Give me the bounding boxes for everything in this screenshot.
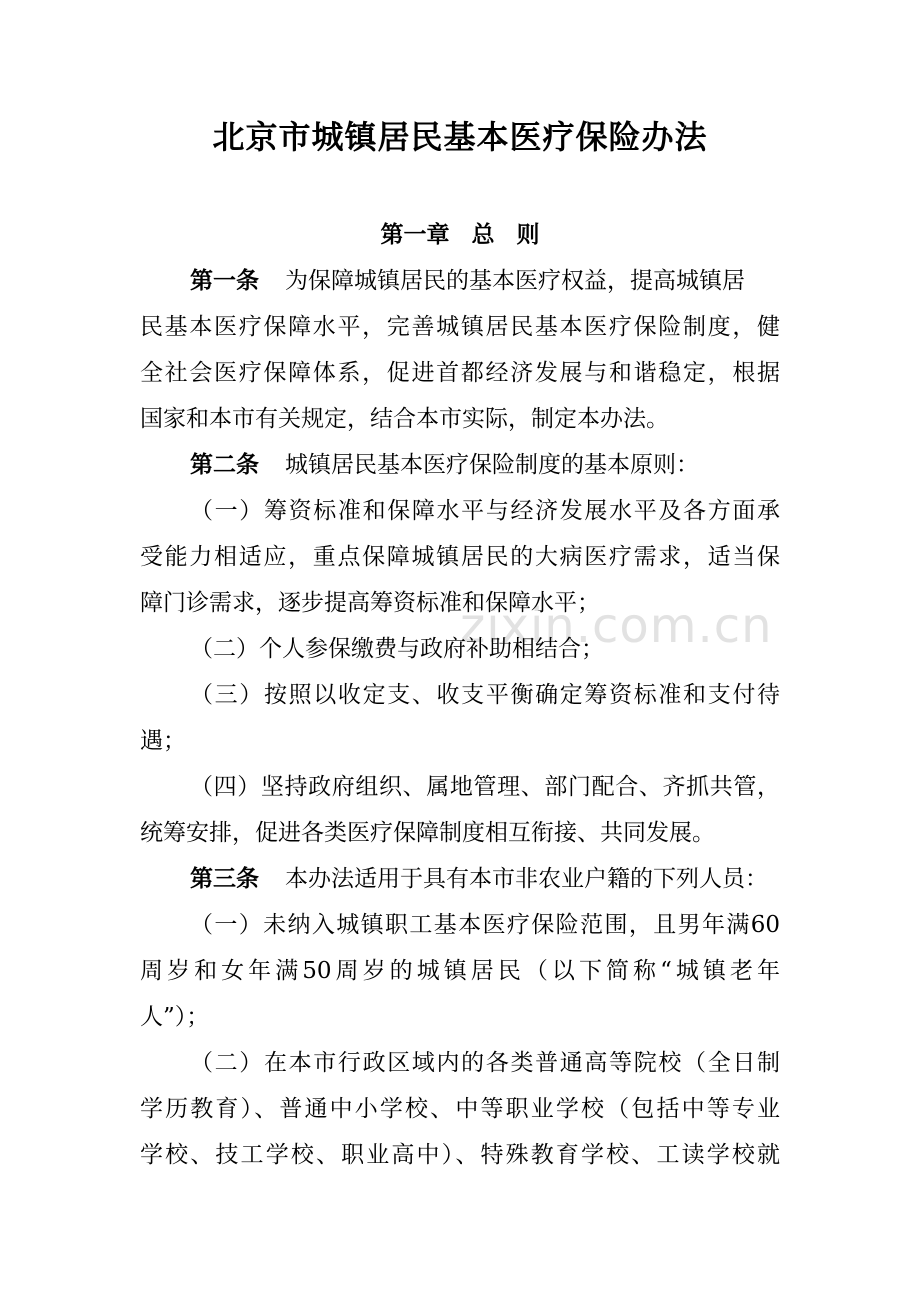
article-3-line-1 [190, 863, 768, 895]
article-3-item-2-line-1: （二）在本市行政区域内的各类普通高等院校（全日制 [190, 1050, 780, 1076]
chapter-title [0, 216, 920, 249]
document-title: 北京市城镇居民基本医疗保险办法 [212, 118, 708, 156]
article-3-item-1-line-2: 周岁和女年满50周岁的城镇居民（以下简称“城镇老年 [140, 958, 780, 984]
article-3-text: 本办法适用于具有本市非农业户籍的下列人员： [285, 866, 768, 892]
article-3-item-1-line-1: （一）未纳入城镇职工基本医疗保险范围，且男年满60 [190, 912, 780, 938]
article-1-line-2: 民基本医疗保障水平，完善城镇居民基本医疗保险制度，健 [140, 314, 780, 340]
article-3-item-2-line-2: 学历教育）、普通中小学校、中等职业学校（包括中等专业 [140, 1096, 780, 1122]
chapter-name-part1: 总 [471, 221, 495, 248]
article-2-item-1-line-2: 受能力相适应，重点保障城镇居民的大病医疗需求，适当保 [140, 544, 780, 570]
chapter-name-part2: 则 [516, 221, 540, 248]
article-2-item-3-line-2: 遇； [140, 728, 186, 754]
article-3-item-2-line-3: 学校、技工学校、职业高中）、特殊教育学校、工读学校就 [140, 1142, 780, 1168]
article-2-item-4-line-2: 统筹安排，促进各类医疗保障制度相互衔接、共同发展。 [140, 820, 715, 846]
article-1-label: 第一条 [190, 267, 259, 294]
chapter-label: 第一章 [380, 221, 450, 248]
article-3-label: 第三条 [190, 865, 259, 892]
article-1-line-1 [190, 265, 745, 297]
article-2-text: 城镇居民基本医疗保险制度的基本原则： [285, 452, 699, 478]
article-1-line-3: 全社会医疗保障体系，促进首都经济发展与和谐稳定，根据 [140, 360, 780, 386]
article-2-item-2: （二）个人参保缴费与政府补助相结合； [190, 636, 604, 662]
article-2-item-1-line-3: 障门诊需求，逐步提高筹资标准和保障水平； [140, 590, 600, 616]
article-2-item-1-line-1: （一）筹资标准和保障水平与经济发展水平及各方面承 [190, 498, 780, 524]
article-3-item-1-line-3: 人”）； [140, 1004, 210, 1030]
article-1-text: 为保障城镇居民的基本医疗权益，提高城镇居 [285, 268, 745, 294]
watermark: zixin.com.cn [460, 598, 773, 654]
article-2-label: 第二条 [190, 451, 259, 478]
article-2-line-1 [190, 449, 699, 481]
article-2-item-4-line-1: （四）坚持政府组织、属地管理、部门配合、齐抓共管， [190, 774, 780, 800]
article-1-line-4: 国家和本市有关规定，结合本市实际，制定本办法。 [140, 406, 669, 432]
article-2-item-3-line-1: （三）按照以收定支、收支平衡确定筹资标准和支付待 [190, 682, 780, 708]
